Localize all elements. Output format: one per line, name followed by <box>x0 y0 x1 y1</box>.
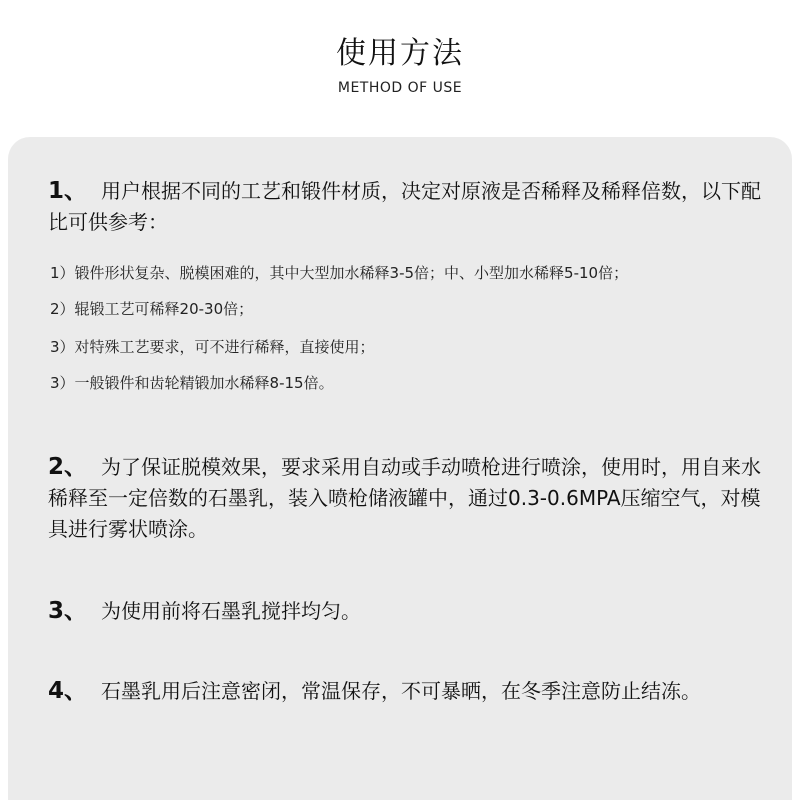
section-1-text: 用户根据不同的工艺和锻件材质，决定对原液是否稀释及稀释倍数，以下配比可供参考： <box>48 179 762 234</box>
section-2-text: 为了保证脱模效果，要求采用自动或手动喷枪进行喷涂，使用时，用自来水稀释至一定倍数的石墨乳，装入喷枪储液罐中，通过0.3-0.6MPA压缩空气，对模具进行雾状喷涂。 <box>48 455 762 541</box>
section-1-item-4: 3）一般锻件和齿轮精锻加水稀释8-15倍。 <box>50 374 334 392</box>
section-3-number: 3、 <box>48 598 88 624</box>
section-1-number: 1、 <box>48 178 88 204</box>
section-4-number: 4、 <box>48 678 88 704</box>
section-1-item-2: 2）辊锻工艺可稀释20-30倍； <box>50 300 254 318</box>
section-3-text: 为使用前将石墨乳搅拌均匀。 <box>101 599 362 623</box>
section-1-heading <box>48 176 763 238</box>
section-4-text: 石墨乳用后注意密闭，常温保存，不可暴晒，在冬季注意防止结冻。 <box>101 679 702 703</box>
section-2-heading <box>48 452 763 545</box>
page-subtitle: METHOD OF USE <box>337 80 463 96</box>
page-title: 使用方法 <box>336 36 464 71</box>
section-3-heading <box>48 596 763 627</box>
section-1-item-3: 3）对特殊工艺要求，可不进行稀释，直接使用； <box>50 338 375 356</box>
section-1-item-1: 1）锻件形状复杂、脱模困难的，其中大型加水稀释3-5倍；中、小型加水稀释5-10倍； <box>50 264 629 282</box>
section-2-number: 2、 <box>48 454 88 480</box>
section-4-heading <box>48 676 763 707</box>
